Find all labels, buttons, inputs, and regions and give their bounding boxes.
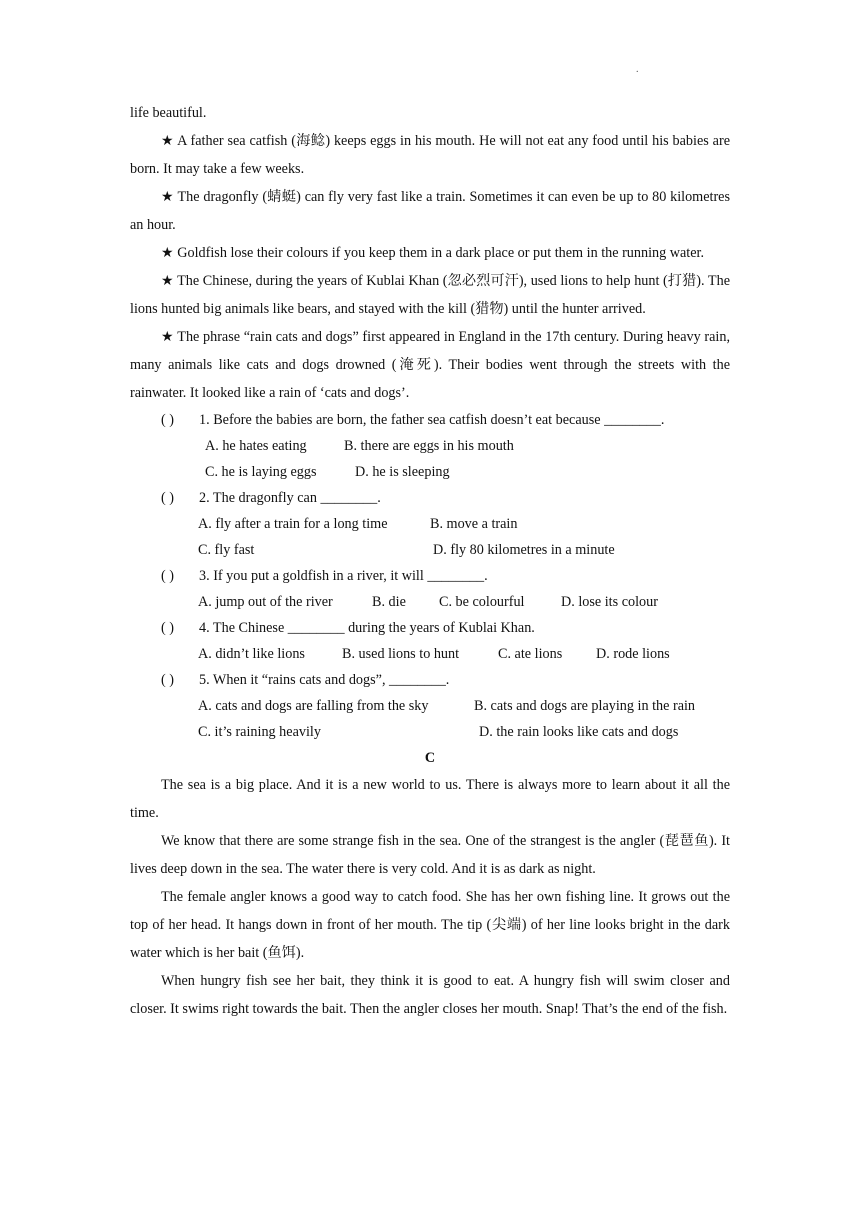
question-stem: 1. Before the babies are born, the father sea catfish doesn’t eat because ________.: [199, 412, 665, 428]
option-a: A. didn’t like lions: [198, 646, 305, 662]
option-c: C. ate lions: [498, 646, 563, 662]
option-c: C. fly fast: [198, 542, 255, 558]
question-5: [130, 667, 730, 693]
option-b: B. move a train: [430, 516, 518, 532]
question-2: [130, 485, 730, 511]
option-b: B. die: [372, 594, 406, 610]
answer-blank[interactable]: ( ): [161, 568, 174, 584]
option-c: C. he is laying eggs: [205, 464, 317, 480]
header-dot: .: [636, 64, 639, 75]
option-d: D. rode lions: [596, 646, 670, 662]
passage-c-paragraph: We know that there are some strange fish in the sea. One of the strangest is the angler (琵琶鱼). It lives deep down in the sea. The water there is very cold. And it is as dark as night.: [130, 833, 730, 877]
options-row: [130, 693, 730, 719]
passage-c-paragraph: The sea is a big place. And it is a new world to us. There is always more to learn about it all the time.: [130, 777, 730, 821]
option-b: B. used lions to hunt: [342, 646, 460, 662]
option-d: D. the rain looks like cats and dogs: [479, 724, 679, 740]
question-4: [130, 615, 730, 641]
question-stem: 3. If you put a goldfish in a river, it will ________.: [199, 568, 488, 584]
passage-c-paragraph: The female angler knows a good way to catch food. She has her own fishing line. It grows out the top of her head. It hangs down in front of her mouth. The tip (尖端) of her line looks bright in the dark water which is her bait (鱼饵).: [130, 889, 730, 961]
question-3: [130, 563, 730, 589]
option-a: A. jump out of the river: [198, 594, 333, 610]
page-content: [130, 99, 730, 1023]
option-d: D. he is sleeping: [355, 464, 450, 480]
option-b: B. cats and dogs are playing in the rain: [474, 698, 696, 714]
options-row: [130, 589, 730, 615]
option-a: A. cats and dogs are falling from the sky: [198, 698, 429, 714]
passage-b: [130, 99, 730, 407]
answer-blank[interactable]: ( ): [161, 672, 174, 688]
option-a: A. he hates eating: [205, 438, 307, 454]
options-row: [130, 719, 730, 745]
question-list: [130, 407, 730, 745]
answer-blank[interactable]: ( ): [161, 620, 174, 636]
section-heading: C: [424, 750, 436, 766]
answer-blank[interactable]: ( ): [161, 490, 174, 506]
passage-c-paragraph: When hungry fish see her bait, they think it is good to eat. A hungry fish will swim closer and closer. It swims right towards the bait. Then the angler closes her mouth. Snap! That’s the end of the fish.: [130, 973, 730, 1017]
option-a: A. fly after a train for a long time: [198, 516, 388, 532]
question-stem: 2. The dragonfly can ________.: [199, 490, 381, 506]
option-d: D. lose its colour: [561, 594, 658, 610]
answer-blank[interactable]: ( ): [161, 412, 174, 428]
passage-c: [130, 771, 730, 1023]
options-row: [130, 459, 730, 485]
option-b: B. there are eggs in his mouth: [344, 438, 514, 454]
passage-b-paragraph: life beautiful.: [130, 105, 207, 121]
passage-b-paragraph: ★ A father sea catfish (海鲶) keeps eggs in his mouth. He will not eat any food until his babies are born. It may take a few weeks.: [130, 133, 730, 177]
passage-b-paragraph: ★ The Chinese, during the years of Kublai Khan (忽必烈可汗), used lions to help hunt (打猎). The lions hunted big animals like bears, and stayed with the kill (猎物) until the hunter arrived.: [130, 273, 730, 317]
question-stem: 5. When it “rains cats and dogs”, ________.: [199, 672, 450, 688]
option-c: C. be colourful: [439, 594, 525, 610]
options-row: [130, 511, 730, 537]
question-1: [130, 407, 730, 433]
option-c: C. it’s raining heavily: [198, 724, 321, 740]
question-stem: 4. The Chinese ________ during the years of Kublai Khan.: [199, 620, 535, 636]
passage-b-paragraph: ★ The dragonfly (蜻蜓) can fly very fast like a train. Sometimes it can even be up to 80 kilometres an hour.: [130, 189, 730, 233]
options-row: [130, 641, 730, 667]
options-row: [130, 433, 730, 459]
passage-b-paragraph: ★ Goldfish lose their colours if you keep them in a dark place or put them in the running water.: [161, 245, 705, 261]
options-row: [130, 537, 730, 563]
option-d: D. fly 80 kilometres in a minute: [433, 542, 615, 558]
passage-b-paragraph: ★ The phrase “rain cats and dogs” first appeared in England in the 17th century. During heavy rain, many animals like cats and dogs drowned (淹死). Their bodies went through the streets with the rainwater. It looked like a rain of ‘cats and dogs’.: [130, 329, 730, 401]
